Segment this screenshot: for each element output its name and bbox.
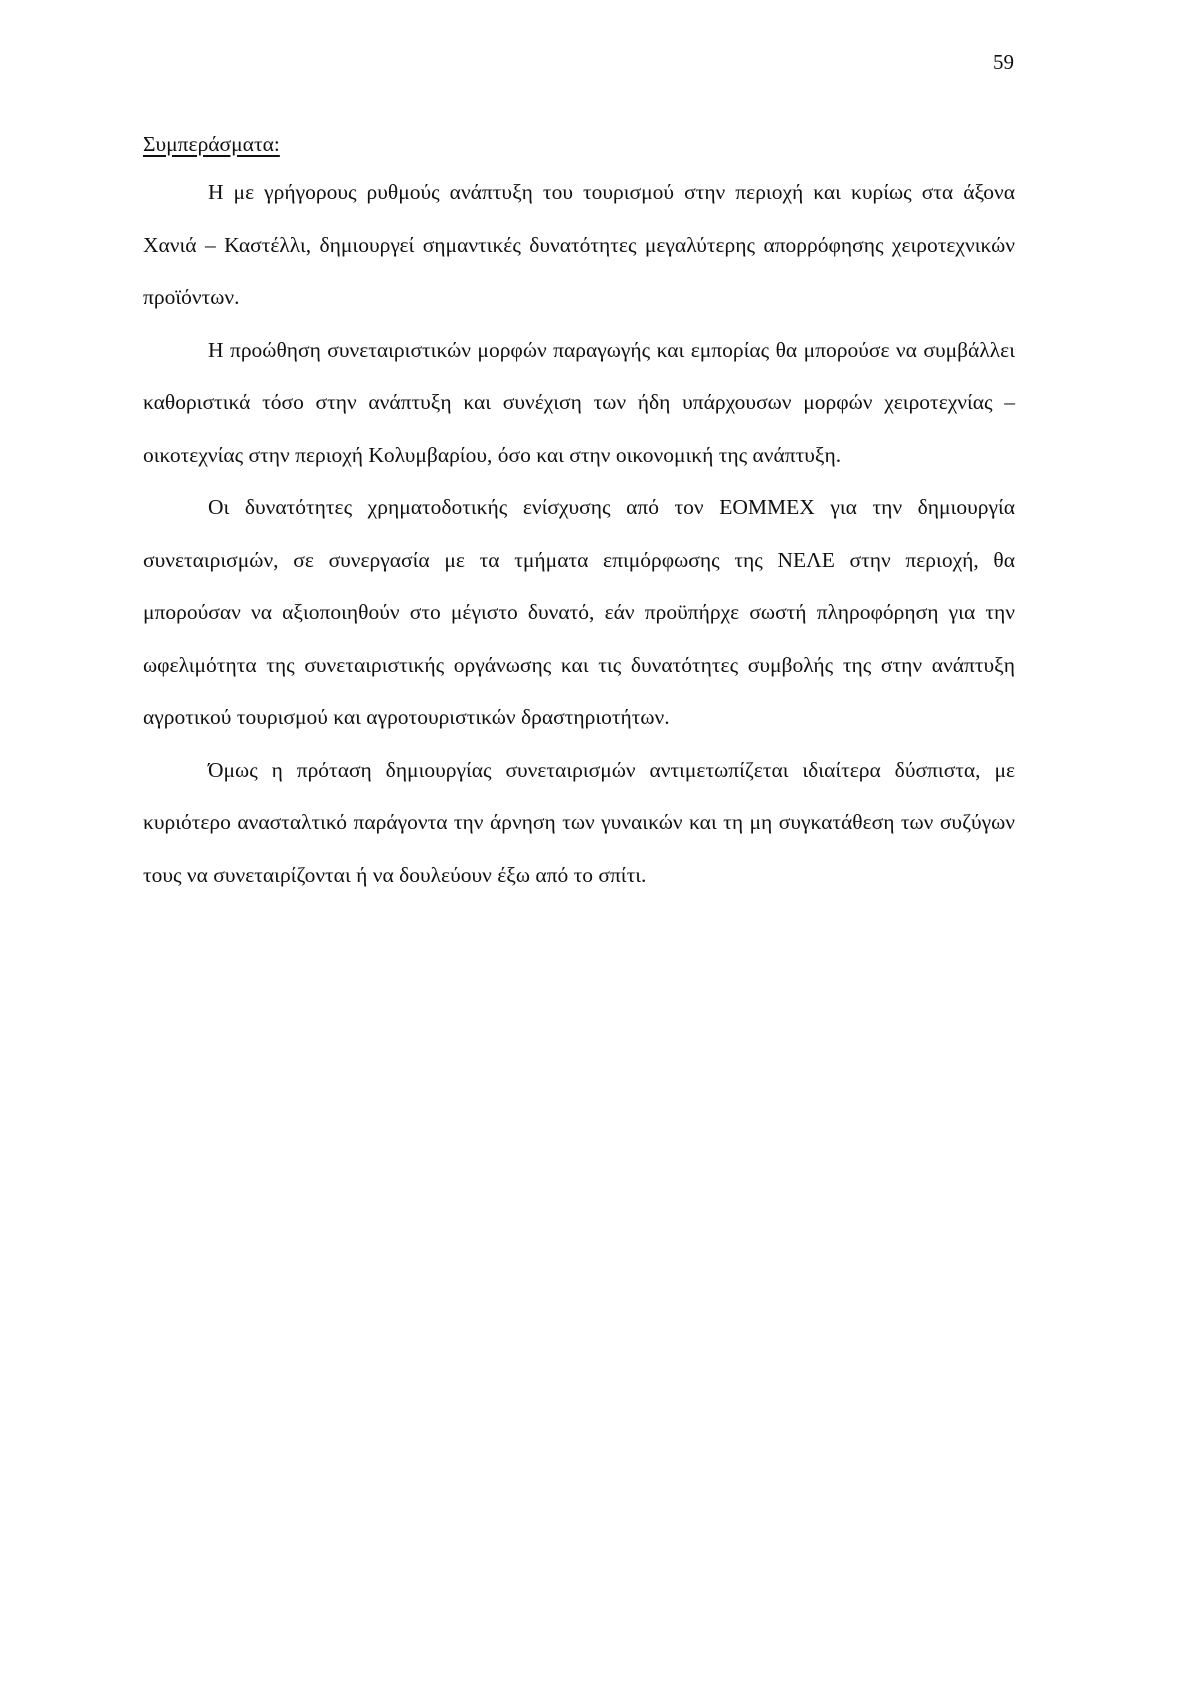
paragraph: Όμως η πρόταση δημιουργίας συνεταιρισμών αντιμετωπίζεται ιδιαίτερα δύσπιστα, με κυριότερο ανασταλτικό παράγοντα την άρνηση των γυναικών και τη μη συγκατάθεση των συζύγων τους να συνεταιρίζονται ή να δουλεύουν έξω από το σπίτι. xyxy=(143,757,1015,887)
paragraph: Η προώθηση συνεταιριστικών μορφών παραγωγής και εμπορίας θα μπορούσε να συμβάλλει καθοριστικά τόσο στην ανάπτυξη και συνέχιση των ήδη υπάρχουσων μορφών χειροτεχνίας – οικοτεχνίας στην περιοχή Κολυμβαρίου, όσο και στην οικονομική της ανάπτυξη. xyxy=(143,337,1015,467)
paragraph: Η με γρήγορους ρυθμούς ανάπτυξη του τουρισμού στην περιοχή και κυρίως στα άξονα Χανιά – Καστέλλι, δημιουργεί σημαντικές δυνατότητες μεγαλύτερης απορρόφησης χειροτεχνικών προϊόντων. xyxy=(143,180,1015,309)
section-title: Συμπεράσματα: xyxy=(143,132,280,156)
page-number: 59 xyxy=(993,50,1014,74)
paragraph: Οι δυνατότητες χρηματοδοτικής ενίσχυσης από τον ΕΟΜΜΕΧ για την δημιουργία συνεταιρισμών, σε συνεργασία με τα τμήματα επιμόρφωσης της ΝΕΛΕ στην περιοχή, θα μπορούσαν να αξιοποιηθούν στο μέγιστο δυνατό, εάν προϋπήρχε σωστή πληροφόρηση για την ωφελιμότητα της συνεταιριστικής οργάνωσης και τις δυνατότητες συμβολής της στην ανάπτυξη αγροτικού τουρισμού και αγροτουριστικών δραστηριοτήτων. xyxy=(143,495,1015,729)
document-body xyxy=(143,122,1015,901)
